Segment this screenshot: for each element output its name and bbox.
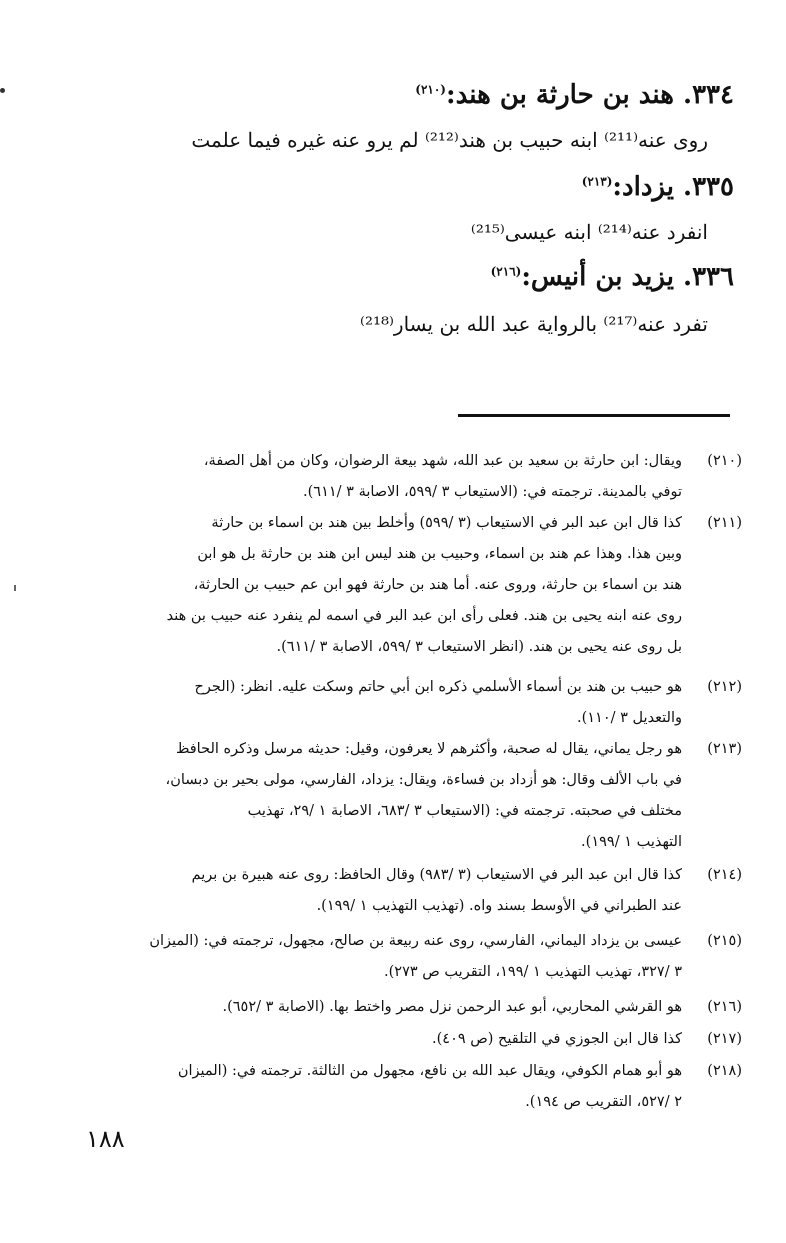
footnote-number: (٢١٦) [707,999,742,1015]
footnote-line: ٣ /٣٢٧، تهذيب التهذيب ١ /١٩٩، التقريب ص ٢٧٣). [384,964,682,980]
footnote-line: روى عنه ابنه يحيى بن هند. فعلى رأى ابن عبد البر في اسمه لم ينفرد عنه حبيب بن هند [166,608,682,624]
footnote-line: كذا قال ابن الجوزي في التلقيح (ص ٤٠٩). [432,1031,682,1047]
entry-title-text: ٣٣٤. هند بن حارثة بن هند: [445,80,734,110]
footnote-218 [58,1056,740,1118]
footnote-line: وبين هذا. وهذا عم هند بن اسماء، وحبيب بن هند ليس ابن هند بن حارثة بل هو ابن [197,546,682,562]
footnote-line: كذا قال ابن عبد البر في الاستيعاب (٣ /٩٨٣) وقال الحافظ: روى عنه هبيرة بن بريم [191,867,682,883]
entry-334-title [415,80,734,110]
footnote-line: هو أبو همام الكوفي، ويقال عبد الله بن نافع، مجهول من الثالثة. ترجمته في: (الميزان [177,1063,682,1079]
footnote-line: في باب الألف وقال: هو أزداد بن فساءة، ويقال: يزداد، الفارسي، مولى بحير بن دبسان، [165,772,682,788]
footnote-number: (٢١٥) [707,933,742,949]
footnote-line: توفي بالمدينة. ترجمته في: (الاستيعاب ٣ /٥٩٩، الاصابة ٣ /٦١١). [303,484,682,500]
footnote-separator [458,414,730,417]
footnote-line: ويقال: ابن حارثة بن سعيد بن عبد الله، شهد بيعة الرضوان، وكان من أهل الصفة، [203,453,682,469]
footnote-215 [58,926,740,988]
entry-note: (٢١٦) [490,264,522,279]
footnote-214 [58,860,740,922]
footnote-number: (٢١٢) [707,679,742,695]
entry-title-text: ٣٣٦. يزيد بن أنيس: [521,262,734,292]
footnote-211 [58,508,740,663]
footnote-line: هند بن اسماء بن حارثة، وروى عنه. أما هند بن حارثة فهو ابن عم حبيب بن الحارثة، [193,577,682,593]
footnote-217 [58,1024,740,1055]
entry-335-text: انفرد عنه⁽²¹⁴⁾ ابنه عيسى⁽²¹⁵⁾ [470,220,708,244]
entry-note: (٢١٣) [581,174,613,189]
footnote-number: (٢١١) [707,515,742,531]
entry-334-text: روى عنه⁽²¹¹⁾ ابنه حبيب بن هند⁽²¹²⁾ لم يرو عنه غيره فيما علمت [191,128,708,152]
entry-335-title [582,172,734,202]
scan-mark [14,585,16,591]
footnote-216 [58,992,740,1023]
footnote-213 [58,734,740,858]
footnote-line: عند الطبراني في الأوسط بسند واه. (تهذيب التهذيب ١ /١٩٩). [316,898,682,914]
footnote-number: (٢١٣) [707,741,742,757]
footnote-line: كذا قال ابن عبد البر في الاستيعاب (٣ /٥٩٩) وأخلط بين هند بن اسماء بن حارثة [211,515,682,531]
footnote-212 [58,672,740,734]
entry-note: (٢١٠) [415,82,446,97]
entry-336-text: تفرد عنه⁽²¹⁷⁾ بالرواية عبد الله بن يسار⁽²¹⁸⁾ [360,312,708,336]
page-number: ١٨٨ [86,1125,125,1153]
footnote-line: عيسى بن يزداد اليماني، الفارسي، روى عنه ربيعة بن صالح، مجهول، ترجمته في: (الميزان [149,933,682,949]
footnote-line: والتعديل ٣ /١١٠). [576,710,682,726]
entry-title-text: ٣٣٥. يزداد: [612,172,734,202]
footnote-line: التهذيب ١ /١٩٩). [581,834,682,850]
footnote-number: (٢١٤) [707,867,742,883]
footnote-number: (٢١٨) [707,1063,742,1079]
footnote-line: هو رجل يماني، يقال له صحبة، وأكثرهم لا يعرفون، وقيل: حديثه مرسل وذكره الحافظ [175,741,682,757]
entry-336-title [491,262,734,292]
footnote-line: هو حبيب بن هند بن أسماء الأسلمي ذكره ابن أبي حاتم وسكت عليه. انظر: (الجرح [194,679,682,695]
footnote-210 [58,446,740,508]
footnote-line: بل روى عنه يحيى بن هند. (انظر الاستيعاب ٣ /٥٩٩، الاصابة ٣ /٦١١). [276,639,682,655]
footnote-number: (٢١٠) [707,453,742,469]
footnote-line: مختلف في صحبته. ترجمته في: (الاستيعاب ٣ /٦٨٣، الاصابة ١ /٢٩، تهذيب [247,803,682,819]
footnote-line: هو القرشي المحاربي، أبو عبد الرحمن نزل مصر واختط بها. (الاصابة ٣ /٦٥٢). [222,999,682,1015]
footnote-line: ٢ /٥٢٧، التقريب ص ١٩٤). [525,1094,682,1110]
footnote-number: (٢١٧) [707,1031,742,1047]
scan-speck [0,88,5,93]
